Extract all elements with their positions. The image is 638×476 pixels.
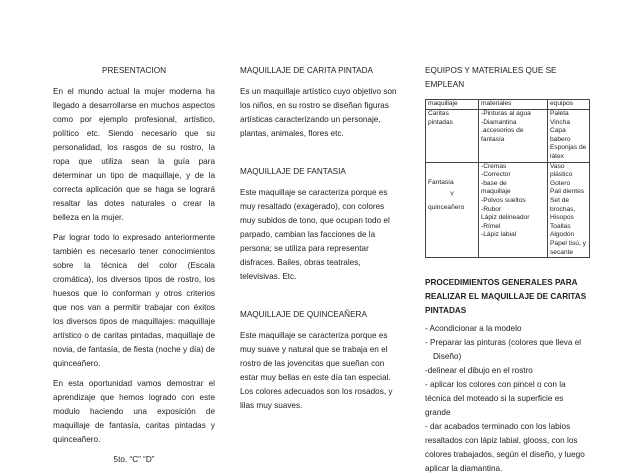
carita-pintada-text: Es un maquillaje artístico cuyo objetivo son los niños, en su rostro se diseñan figuras artísticas caracterizando un personaje, plantas, animales, flores etc. [240,87,397,138]
row2-materiales: -Cremas -Corrector -base de maquillaje -Polvos sueltos -Rubor Lápiz delineador -Rímel -Lápiz labial [479,162,548,258]
makeup-types-column [240,64,400,419]
materials-heading: EQUIPOS Y MATERIALES QUE SE EMPLEAN [425,66,557,89]
row1-equipos: Paleta Vincha Capa babero Esponjas de látex [548,110,590,163]
list-item: -delinear el dibujo en el rostro [425,366,533,376]
fantasia-text: Este maquillaje se caracteriza porque es muy resaltado (exagerado), con colores muy subidos de tono, que ocupan todo el parpado, cambian las facciones de la persona; se utiliza para representar disfraces. Bailes, obras teatrales, televisivas. Etc. [240,188,390,281]
header-maquillaje: maquillaje [426,100,479,110]
list-item: - aplicar los colores con pincel o con la técnica del moteado si la superficie es grande [425,380,566,418]
presentation-paragraph-3: En esta oportunidad vamos demostrar el aprendizaje que hemos logrado con este modulo haciendo una exposición de maquillaje de fantasía, caritas pintadas y quinceañero. [53,379,215,444]
header-materiales: materiales [479,100,548,110]
table-header-row [426,100,590,110]
row2-maquillaje: Fantasía Y quinceañero [426,162,479,258]
list-item: Diseño) [433,352,462,362]
list-item: - Acondicionar a la modelo [425,324,522,334]
procedures-title: PROCEDIMIENTOS GENERALES PARA REALIZAR EL MAQUILLAJE DE CARITAS PINTADAS [425,278,587,316]
quinceanera-title: MAQUILLAJE DE QUINCEAÑERA [240,310,367,319]
row1-maquillaje: Caritas pintadas [426,110,479,163]
fantasia-title: MAQUILLAJE DE FANTASIA [240,167,346,176]
carita-pintada-title: MAQUILLAJE DE CARITA PINTADA [240,66,373,75]
materials-column [425,64,590,476]
presentation-heading: PRESENTACION [102,66,166,75]
presentation-paragraph-2: Par lograr todo lo expresado anteriormente también es necesario tener conocimientos sobre la técnica del color (Escala cromática), los diversos tipos de rostro, los huesos que lo conforman y otros criterios que nos van a permitir trabajar con éxitos los diversos tipos de maquillajes: maquillaje artístico o de caritas pintadas, maquillaje de novia, de fantasía, de fiesta (noche y día) de quinceañero. [53,233,215,368]
list-item: - dar acabados terminado con los labios resaltados con lápiz labial, glooss, con los colores trabajados, según el diseño, y luego aplicar la diamantina. [425,422,585,474]
table-row [426,162,590,258]
table-row [426,110,590,163]
grade-label: 5to. “C” “D” [113,455,155,464]
quinceanera-text: Este maquillaje se caracteriza porque es muy suave y natural que se trabaja en el rostro de las jovencitas que sueñan con estar muy bellas en este día tan especial. Los colores adecuados son los rosados, y lilas muy suaves. [240,331,393,410]
row2-equipos: Vaso plástico Gotero Pali dientes Set de brochas, Hisopos Toallas Algodón Papel tisú, y secante [548,162,590,258]
presentation-column [53,64,215,467]
row1-materiales: -Pinturas al agua -Diamantina .accesorios de fantasía [479,110,548,163]
presentation-paragraph-1: En el mundo actual la mujer moderna ha llegado a desarrollarse en muchos aspectos como por ejemplo profesional, artístico, político etc. Siendo necesario que su personalidad, los rasgos de su rostro, la ropa que utiliza sean la guía para determinar un tipo de maquillaje, y de la correcta aplicación que se haga se logrará resaltar las dotes naturales o crear la belleza en la mujer. [53,87,215,222]
materials-table [425,99,590,258]
procedures-list [425,322,590,476]
list-item: - Preparar las pinturas (colores que lleva el [425,338,582,348]
header-equipos: equipos [548,100,590,110]
